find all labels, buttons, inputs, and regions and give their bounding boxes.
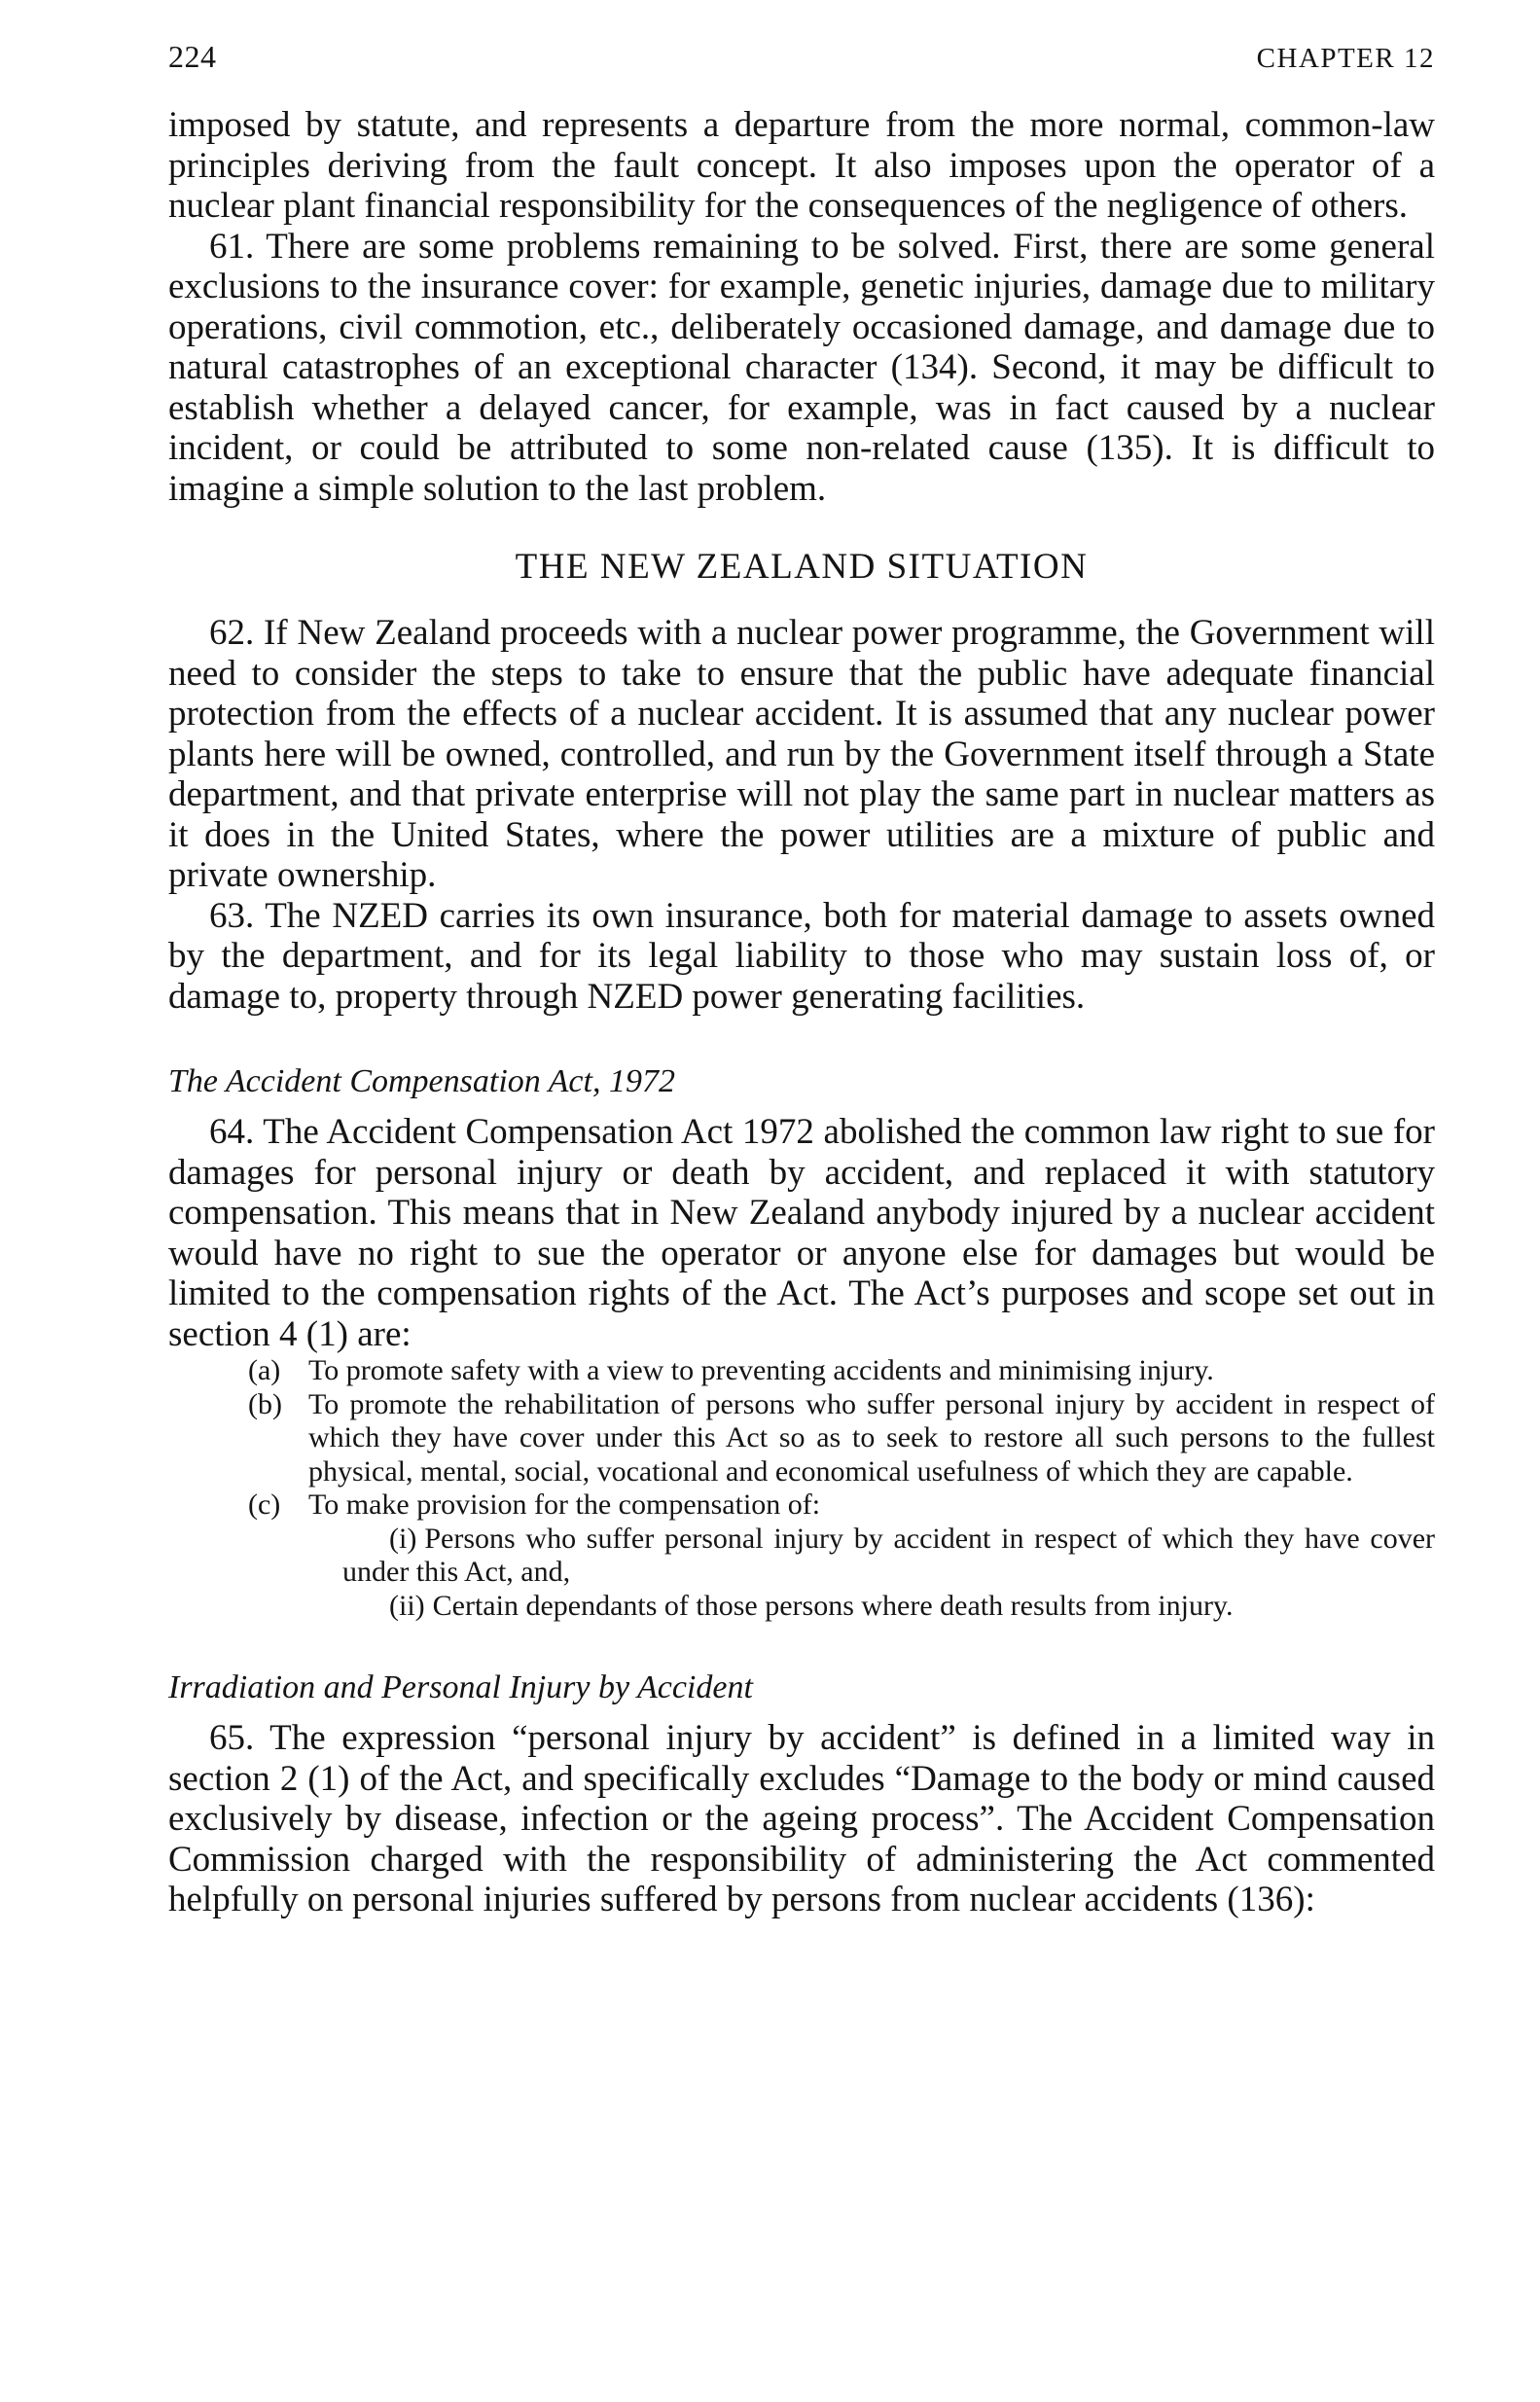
list-label: (ii)	[389, 1589, 425, 1622]
subheading-irradiation: Irradiation and Personal Injury by Accident	[168, 1669, 753, 1705]
list-item-a	[168, 1354, 1435, 1388]
list-item-c-ii	[168, 1590, 1435, 1624]
list-label: (i)	[389, 1522, 417, 1555]
paragraph-62: 62. If New Zealand proceeds with a nuclear power programme, the Government will need to consider the steps to take to ensure that the public have adequate financial protection from the effects of a nuclear accident. It is assumed that any nuclear power plants here will be owned, controlled, and run by the Government itself through a State department, and that private enterprise will not play the same part in nuclear matters as it does in the United States, where the power utilities are a mixture of public and private ownership.	[168, 613, 1435, 895]
list-text: Persons who suffer personal injury by accident in respect of which they have cover under this Act, and,	[342, 1522, 1435, 1588]
paragraph-64: 64. The Accident Compensation Act 1972 abolished the common law right to sue for damages for personal injury or death by accident, and replaced it with statutory compensation. This means that in New Zealand anybody injured by a nuclear accident would have no right to sue the operator or anyone else for damages but would be limited to the compensation rights of the Act. The Act’s purposes and scope set out in section 4 (1) are:	[168, 1112, 1435, 1354]
purposes-list	[168, 1354, 1435, 1623]
list-label: (c)	[248, 1488, 281, 1521]
page-number: 224	[168, 39, 217, 74]
paragraph-61: 61. There are some problems remaining to be solved. First, there are some general exclusions to the insurance cover: for example, genetic injuries, damage due to military operations, civil commotion, etc., deliberately occasioned damage, and damage due to natural catastrophes of an exceptional character (134). Second, it may be difficult to establish whether a delayed cancer, for example, was in fact caused by a nuclear incident, or could be attributed to some non-related cause (135). It is difficult to imagine a simple solution to the last problem.	[168, 226, 1435, 509]
list-label: (b)	[248, 1387, 282, 1420]
list-item-b	[168, 1388, 1435, 1489]
list-text: Certain dependants of those persons where death results from injury.	[432, 1589, 1234, 1622]
list-item-c-i	[168, 1523, 1435, 1590]
subheading-accident-compensation-act: The Accident Compensation Act, 1972	[168, 1063, 675, 1099]
paragraph-65: 65. The expression “personal injury by accident” is defined in a limited way in section 2 (1) of the Act, and specifically excludes “Damage to the body or mind caused exclusively by disease, infection or the ageing process”. The Accident Compensation Commission charged with the responsibility of administering the Act commented helpfully on personal injuries suffered by persons from nuclear accidents (136):	[168, 1718, 1435, 1919]
list-text: To promote the rehabilitation of persons who suffer personal injury by accident in respect of which they have cover under this Act so as to seek to restore all such persons to the fullest physical, mental, social, vocational and economical usefulness of which they are capable.	[308, 1387, 1435, 1488]
section-heading: THE NEW ZEALAND SITUATION	[515, 547, 1089, 587]
list-label: (a)	[248, 1354, 281, 1386]
running-header	[168, 39, 1435, 105]
list-text: To promote safety with a view to preventing accidents and minimising injury.	[308, 1354, 1214, 1386]
list-text: To make provision for the compensation of:	[308, 1488, 821, 1521]
document-page	[168, 39, 1435, 1920]
list-item-c	[168, 1488, 1435, 1523]
paragraph-63: 63. The NZED carries its own insurance, both for material damage to assets owned by the department, and for its legal liability to those who may sustain loss of, or damage to, property through NZED power generating facilities.	[168, 895, 1435, 1017]
continued-paragraph: imposed by statute, and represents a departure from the more normal, common-law principles deriving from the fault concept. It also imposes upon the operator of a nuclear plant financial responsibility for the consequences of the negligence of others.	[168, 105, 1435, 226]
chapter-label: CHAPTER 12	[1256, 43, 1435, 74]
